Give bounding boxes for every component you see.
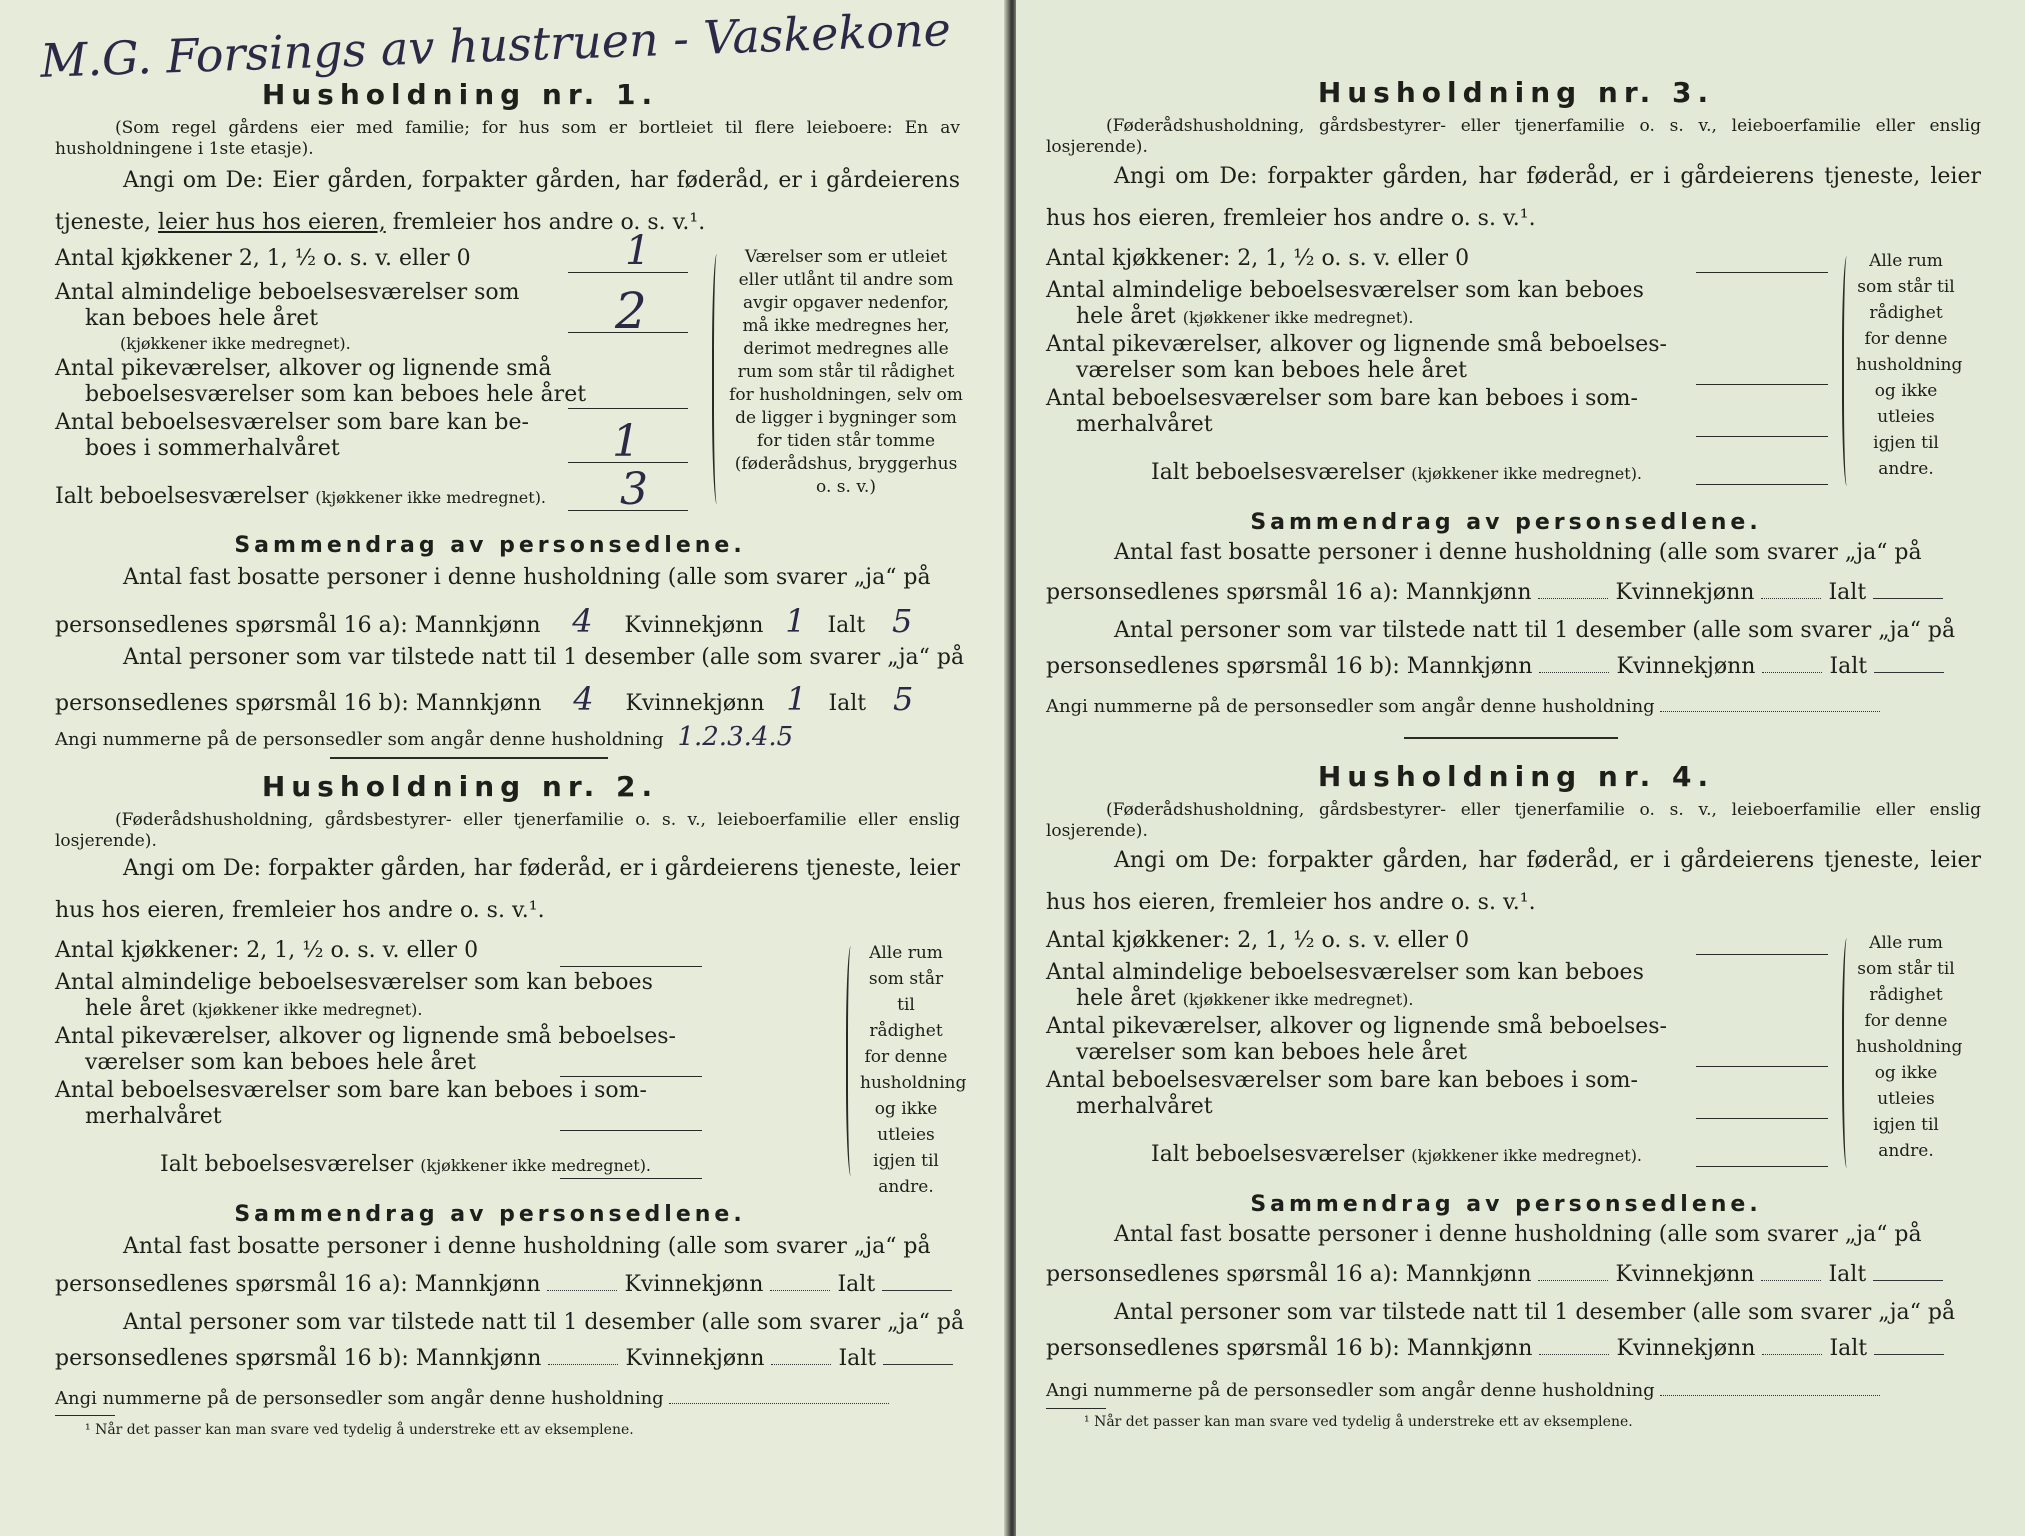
h1-row-summer-b: boes i sommerhalvåret	[85, 436, 340, 461]
s1b-text: personsedlenes spørsmål 16 a): Mannkjønn	[55, 613, 541, 638]
row-text: hele året	[1076, 304, 1176, 329]
h3-row-small-b: værelser som kan beboes hele året	[1076, 358, 1467, 383]
h2-summary-title: Sammendrag av personsedlene.	[234, 1202, 746, 1227]
h1-b-female: 1	[786, 680, 807, 718]
h2-row-summer-b: merhalvåret	[85, 1104, 222, 1129]
blank	[1874, 672, 1944, 673]
ialt-label: Ialt	[837, 1272, 876, 1297]
h2-s2: Antal personer som var tilstede natt til 1 desember (alle som svarer „ja“ på	[123, 1310, 965, 1335]
blank	[770, 1290, 830, 1291]
h2-s1-line	[55, 1272, 952, 1297]
s2b-text: personsedlenes spørsmål 16 b): Mannkjønn	[55, 1346, 542, 1371]
household-1-title: Husholdning nr. 1.	[261, 78, 659, 111]
h1-small-line	[568, 408, 688, 409]
total-label: Ialt beboelsesværelser	[1151, 1142, 1405, 1167]
blank	[882, 1290, 952, 1291]
blank	[1761, 1280, 1821, 1281]
blank	[1538, 1280, 1608, 1281]
total-sub: (kjøkkener ikke medregnet).	[1411, 464, 1643, 483]
blank	[883, 1364, 953, 1365]
h2-s2-line	[55, 1346, 953, 1371]
blank	[669, 1403, 889, 1404]
h3-s2: Antal personer som var tilstede natt til 1 desember (alle som svarer „ja“ på	[1114, 618, 1956, 643]
row-text: hele året	[85, 996, 185, 1021]
blank	[548, 1364, 618, 1365]
h4-row-summer: Antal beboelsesværelser som bare kan beboes i som-	[1046, 1068, 1638, 1093]
h1-summer-value: 1	[612, 416, 640, 467]
kv-label: Kvinnekjønn	[625, 1346, 765, 1371]
blank	[1539, 672, 1609, 673]
total-label: Ialt beboelsesværelser	[55, 484, 309, 509]
household-3-note: (Føderådshusholdning, gårdsbestyrer- eller tjenerfamilie o. s. v., leieboerfamilie eller enslig losjerende).	[1046, 116, 1981, 157]
h1-separator	[330, 757, 608, 759]
h4-row-small: Antal pikeværelser, alkover og lignende små beboelses-	[1046, 1014, 1667, 1039]
h3-brace	[1842, 256, 1854, 486]
h1-brace	[712, 254, 724, 504]
footnote-rule	[55, 1415, 115, 1416]
underlined-answer: leier hus hos eieren,	[158, 210, 386, 235]
h1-b-male: 4	[573, 680, 594, 718]
h2-line-b	[560, 1076, 702, 1077]
h4-line-d	[1696, 1166, 1828, 1167]
ialt-label: Ialt	[838, 1346, 877, 1371]
h1-row-rooms: Antal almindelige beboelsesværelser som	[55, 280, 520, 305]
household-2-note: (Føderådshusholdning, gårdsbestyrer- eller tjenerfamilie o. s. v., leieboerfamilie eller enslig losjerende).	[55, 810, 960, 851]
h1-a-female: 1	[785, 602, 806, 640]
angi-text: Angi nummerne på de personsedler som angår denne husholdning	[55, 729, 664, 750]
total-sub: (kjøkkener ikke medregnet).	[1411, 1146, 1643, 1165]
row-sub: (kjøkkener ikke medregnet).	[191, 1000, 423, 1019]
question-text: Angi om De: Eier gården, forpakter gården, har føderåd, er i gårdeierens tjeneste,	[55, 168, 960, 235]
s2b-text: personsedlenes spørsmål 16 b): Mannkjønn	[1046, 654, 1533, 679]
h4-row-small-b: værelser som kan beboes hele året	[1076, 1040, 1467, 1065]
ialt-label: Ialt	[827, 613, 866, 638]
s2b-text: personsedlenes spørsmål 16 b): Mannkjønn	[1046, 1336, 1533, 1361]
h2-row-summer: Antal beboelsesværelser som bare kan beboes i som-	[55, 1078, 647, 1103]
household-1-note: (Som regel gårdens eier med familie; for hus som er bortleiet til flere leieboere: En av husholdningene i 1ste etasje).	[55, 118, 960, 159]
h3-s1: Antal fast bosatte personer i denne husholdning (alle som svarer „ja“ på	[1114, 540, 1922, 565]
h3-separator	[1404, 737, 1618, 739]
h1-s2: Antal personer som var tilstede natt til 1 desember (alle som svarer „ja“ på	[123, 645, 965, 670]
h4-s1: Antal fast bosatte personer i denne husholdning (alle som svarer „ja“ på	[1114, 1222, 1922, 1247]
h1-side-note: Værelser som er utleiet eller utlånt til andre som avgir opgaver nedenfor, må ikke medregnes her, derimot medregnes alle rum som står til rådighet for husholdningen, selv om de ligger i bygninger som for tiden står tomme (føderådshus, bryggerhus o. s. v.)	[729, 247, 963, 497]
h3-s2-line	[1046, 654, 1944, 679]
h4-line-c	[1696, 1118, 1828, 1119]
household-2-title: Husholdning nr. 2.	[261, 770, 659, 803]
household-4-note: (Føderådshusholdning, gårdsbestyrer- eller tjenerfamilie o. s. v., leieboerfamilie eller enslig losjerende).	[1046, 800, 1981, 841]
h4-side-note: Alle rum som står til rådighet for denne husholdning og ikke utleies igjen til andre.	[1856, 933, 1963, 1161]
blank	[1873, 1280, 1943, 1281]
blank	[1762, 1354, 1822, 1355]
ialt-label: Ialt	[1828, 580, 1867, 605]
h4-brace	[1842, 938, 1854, 1168]
h4-line-a	[1696, 954, 1828, 955]
h4-s2-line	[1046, 1336, 1944, 1361]
row-sub: (kjøkkener ikke medregnet).	[1182, 308, 1414, 327]
h1-numbers: 1.2.3.4.5	[677, 722, 794, 752]
angi-text: Angi nummerne på de personsedler som angår denne husholdning	[55, 1388, 664, 1409]
ialt-label: Ialt	[1829, 1336, 1868, 1361]
h3-summary-title: Sammendrag av personsedlene.	[1250, 510, 1762, 535]
total-label: Ialt beboelsesværelser	[160, 1152, 414, 1177]
blank	[771, 1364, 831, 1365]
h1-row-kitchens: Antal kjøkkener 2, 1, ½ o. s. v. eller 0	[55, 246, 471, 271]
h1-a-male: 4	[572, 602, 593, 640]
h3-row-summer: Antal beboelsesværelser som bare kan beboes i som-	[1046, 386, 1638, 411]
question-text-end: fremleier hos andre o. s. v.¹.	[392, 210, 706, 235]
household-4-question: Angi om De: forpakter gården, har føderåd, er i gårdeierens tjeneste, leier hus hos eieren, fremleier hos andre o. s. v.¹.	[1046, 848, 1981, 915]
blank	[1761, 598, 1821, 599]
total-sub: (kjøkkener ikke medregnet).	[315, 488, 547, 507]
blank	[1873, 598, 1943, 599]
left-page	[0, 0, 1010, 1536]
h1-total-value: 3	[620, 464, 648, 515]
h1-row-rooms-c: (kjøkkener ikke medregnet).	[120, 334, 351, 353]
h2-angi	[55, 1388, 889, 1409]
h4-summary-title: Sammendrag av personsedlene.	[1250, 1192, 1762, 1217]
h1-rooms-value: 2	[615, 282, 647, 340]
h4-s2: Antal personer som var tilstede natt til 1 desember (alle som svarer „ja“ på	[1114, 1300, 1956, 1325]
left-footnote: ¹ Når det passer kan man svare ved tydelig å understreke ett av eksemplene.	[85, 1422, 634, 1438]
s2b-text: personsedlenes spørsmål 16 b): Mannkjønn	[55, 691, 542, 716]
h1-row-small-b: beboelsesværelser som kan beboes hele året	[85, 382, 587, 407]
h2-row-small-b: værelser som kan beboes hele året	[85, 1050, 476, 1075]
h4-line-b	[1696, 1066, 1828, 1067]
h3-line-a	[1696, 272, 1828, 273]
h3-line-c	[1696, 436, 1828, 437]
h4-angi	[1046, 1380, 1880, 1401]
h3-row-rooms-b	[1076, 304, 1413, 329]
household-3-title: Husholdning nr. 3.	[1317, 76, 1715, 109]
blank	[1874, 1354, 1944, 1355]
h1-s2-line	[55, 680, 933, 718]
h2-row-total	[160, 1152, 651, 1177]
s1b-text: personsedlenes spørsmål 16 a): Mannkjønn	[1046, 580, 1532, 605]
h2-line-c	[560, 1130, 702, 1131]
household-2-question: Angi om De: forpakter gården, har føderåd, er i gårdeierens tjeneste, leier hus hos eieren, fremleier hos andre o. s. v.¹.	[55, 856, 960, 923]
h1-s1-line	[55, 602, 932, 640]
angi-text: Angi nummerne på de personsedler som angår denne husholdning	[1046, 696, 1655, 717]
h3-angi	[1046, 696, 1880, 717]
h1-angi	[55, 722, 793, 752]
blank	[1538, 598, 1608, 599]
h2-brace	[846, 946, 858, 1176]
row-text: hele året	[1076, 986, 1176, 1011]
h1-kitchens-value: 1	[625, 228, 651, 274]
blank	[1539, 1354, 1609, 1355]
h1-row-small: Antal pikeværelser, alkover og lignende små	[55, 356, 552, 381]
household-4-title: Husholdning nr. 4.	[1317, 760, 1715, 793]
h2-row-rooms: Antal almindelige beboelsesværelser som kan beboes	[55, 970, 653, 995]
row-sub: (kjøkkener ikke medregnet).	[1182, 990, 1414, 1009]
h3-row-total	[1151, 460, 1642, 485]
h1-s1: Antal fast bosatte personer i denne husholdning (alle som svarer „ja“ på	[123, 565, 931, 590]
h4-row-rooms: Antal almindelige beboelsesværelser som kan beboes	[1046, 960, 1644, 985]
h3-row-small: Antal pikeværelser, alkover og lignende små beboelses-	[1046, 332, 1667, 357]
h2-row-small: Antal pikeværelser, alkover og lignende små beboelses-	[55, 1024, 676, 1049]
h3-line-b	[1696, 384, 1828, 385]
h2-row-rooms-b	[85, 996, 422, 1021]
h2-line-a	[560, 966, 702, 967]
kv-label: Kvinnekjønn	[1615, 1262, 1755, 1287]
h1-row-total	[55, 484, 546, 509]
h2-row-kitchens: Antal kjøkkener: 2, 1, ½ o. s. v. eller 0	[55, 938, 479, 963]
h4-row-total	[1151, 1142, 1642, 1167]
right-footnote: ¹ Når det passer kan man svare ved tydelig å understreke ett av eksemplene.	[1084, 1414, 1633, 1430]
h2-side-note: Alle rum som står til rådighet for denne husholdning og ikke utleies igjen til andre.	[860, 943, 967, 1197]
total-label: Ialt beboelsesværelser	[1151, 460, 1405, 485]
total-sub: (kjøkkener ikke medregnet).	[420, 1156, 652, 1175]
right-page	[1016, 0, 2025, 1536]
blank	[1660, 711, 1880, 712]
ialt-label: Ialt	[828, 691, 867, 716]
h3-row-kitchens: Antal kjøkkener: 2, 1, ½ o. s. v. eller 0	[1046, 246, 1470, 271]
household-3-question: Angi om De: forpakter gården, har føderåd, er i gårdeierens tjeneste, leier hus hos eieren, fremleier hos andre o. s. v.¹.	[1046, 164, 1981, 231]
h1-a-total: 5	[891, 602, 913, 640]
kv-label: Kvinnekjønn	[625, 691, 765, 716]
kv-label: Kvinnekjønn	[1616, 1336, 1756, 1361]
blank	[1660, 1395, 1880, 1396]
ialt-label: Ialt	[1828, 1262, 1867, 1287]
h1-row-summer: Antal beboelsesværelser som bare kan be-	[55, 410, 529, 435]
h2-s1: Antal fast bosatte personer i denne husholdning (alle som svarer „ja“ på	[123, 1234, 931, 1259]
h3-side-note: Alle rum som står til rådighet for denne husholdning og ikke utleies igjen til andre.	[1856, 251, 1963, 479]
s1b-text: personsedlenes spørsmål 16 a): Mannkjønn	[1046, 1262, 1532, 1287]
h1-summary-title: Sammendrag av personsedlene.	[234, 533, 746, 558]
h3-s1-line	[1046, 580, 1943, 605]
h1-row-rooms-b: kan beboes hele året	[85, 306, 319, 331]
h4-row-summer-b: merhalvåret	[1076, 1094, 1213, 1119]
kv-label: Kvinnekjønn	[624, 613, 764, 638]
angi-text: Angi nummerne på de personsedler som angår denne husholdning	[1046, 1380, 1655, 1401]
h3-line-d	[1696, 484, 1828, 485]
kv-label: Kvinnekjønn	[624, 1272, 764, 1297]
h3-row-summer-b: merhalvåret	[1076, 412, 1213, 437]
household-1-question	[55, 160, 960, 244]
footnote-rule	[1046, 1408, 1106, 1409]
h4-s1-line	[1046, 1262, 1943, 1287]
ialt-label: Ialt	[1829, 654, 1868, 679]
kv-label: Kvinnekjønn	[1615, 580, 1755, 605]
blank	[1762, 672, 1822, 673]
h1-b-total: 5	[892, 680, 914, 718]
h2-line-d	[560, 1178, 702, 1179]
kv-label: Kvinnekjønn	[1616, 654, 1756, 679]
h3-row-rooms: Antal almindelige beboelsesværelser som kan beboes	[1046, 278, 1644, 303]
h4-row-rooms-b	[1076, 986, 1413, 1011]
s1b-text: personsedlenes spørsmål 16 a): Mannkjønn	[55, 1272, 541, 1297]
h4-row-kitchens: Antal kjøkkener: 2, 1, ½ o. s. v. eller 0	[1046, 928, 1470, 953]
blank	[547, 1290, 617, 1291]
handwritten-header: M.G. Forsings av hustruen - Vaskekone	[39, 2, 952, 88]
